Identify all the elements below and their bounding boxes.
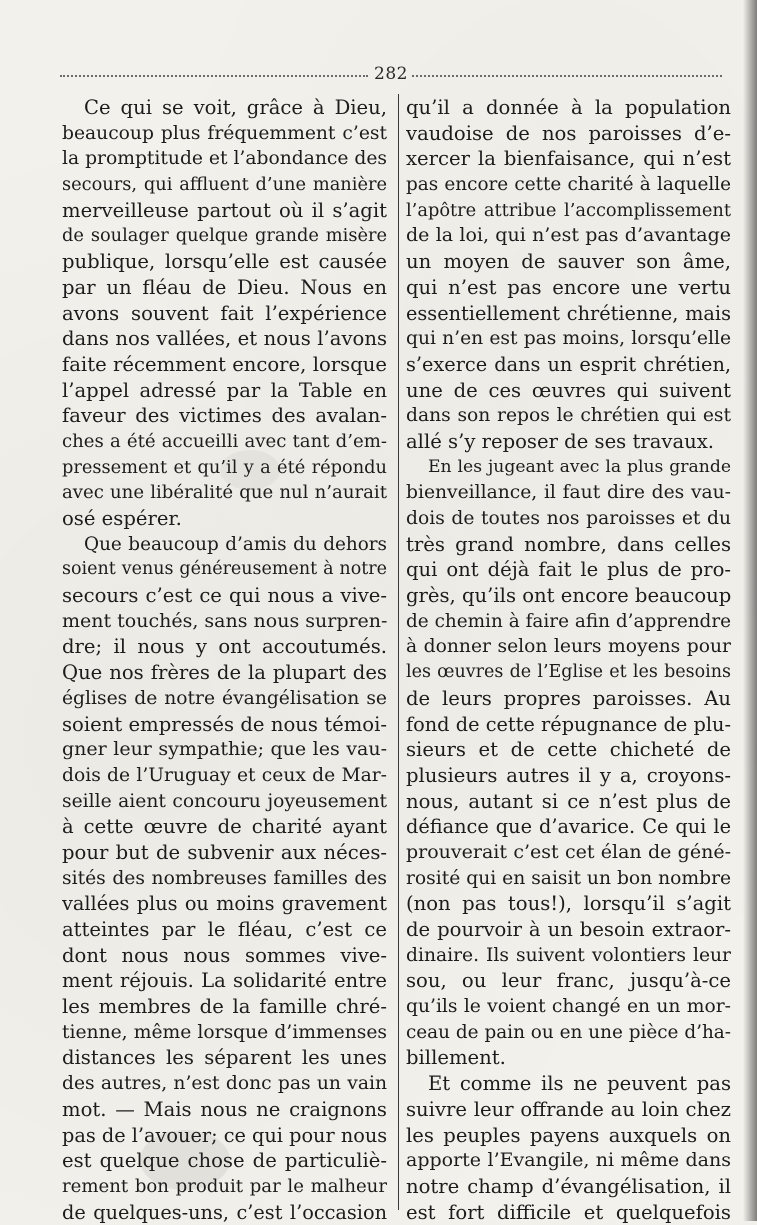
text-line: distances les séparent les unes	[62, 1046, 387, 1070]
text-line: mot. — Mais nous ne craignons	[62, 1097, 387, 1121]
text-line: soient empressés de nous témoi-	[62, 712, 387, 736]
text-line: En les jugeant avec la plus grande	[428, 456, 731, 477]
text-line: ches a été accueilli avec tant d’em-	[62, 430, 387, 452]
text-line: avons souvent fait l’expérience	[62, 301, 387, 325]
text-line: de chemin à faire afin d’apprendre	[406, 610, 731, 632]
text-line: l’appel adressé par la Table en	[62, 378, 387, 402]
text-line: les membres de la famille chré-	[62, 995, 387, 1019]
text-line: à donner selon leurs moyens pour	[406, 636, 731, 658]
text-line: sités des nombreuses familles des	[62, 867, 387, 889]
text-line: ceau de pain ou en une pièce d’ha-	[406, 1021, 731, 1043]
text-line: qui ont déjà fait le plus de pro-	[406, 558, 731, 582]
page-number: 282	[374, 64, 408, 84]
text-line: très grand nombre, dans celles	[406, 532, 731, 556]
header-rule-right	[412, 75, 722, 77]
text-line: de quelques-uns, c’est l’occasion	[62, 1200, 387, 1224]
text-line: dois de l’Uruguay et ceux de Mar-	[62, 764, 387, 786]
text-line: la promptitude et l’abondance des	[62, 148, 387, 170]
text-line: faveur des victimes des avalan-	[62, 404, 387, 428]
page-edge-shadow	[743, 0, 757, 1221]
text-line: Et comme ils ne peuvent pas	[428, 1072, 731, 1096]
text-line: des autres, n’est donc pas un vain	[62, 1073, 387, 1095]
header-rule-left	[60, 75, 368, 77]
text-line: sieurs et de cette chicheté de	[406, 738, 731, 762]
text-line: sou, ou leur franc, jusqu’à-ce	[406, 969, 731, 993]
text-line: est fort difficile et quelquefois	[406, 1200, 731, 1224]
text-line: par un fléau de Dieu. Nous en	[62, 275, 387, 299]
text-line: Que beaucoup d’amis du dehors	[84, 533, 387, 555]
text-line: une de ces œuvres qui suivent	[406, 378, 731, 402]
text-line: plusieurs autres il y a, croyons-	[406, 763, 731, 787]
text-line: merveilleuse partout où il s’agit	[62, 198, 387, 222]
text-line: seille aient concouru joyeusement	[62, 790, 387, 812]
text-line: à cette œuvre de charité ayant	[62, 815, 387, 839]
text-line: est quelque chose de particuliè-	[62, 1149, 387, 1173]
text-line: vaudoise de nos paroisses d’e-	[406, 121, 731, 145]
text-line: les œuvres de l’Eglise et les besoins	[406, 662, 731, 683]
text-line: apporte l’Evangile, ni même dans	[406, 1149, 731, 1172]
text-line: dre; il nous y ont accoutumés.	[62, 635, 387, 659]
text-line: églises de notre évangélisation se	[62, 687, 387, 709]
text-line: pressement et qu’il y a été répondu	[62, 456, 387, 478]
text-line: s’exerce dans un esprit chrétien,	[406, 352, 731, 376]
text-line: dois de toutes nos paroisses et du	[406, 508, 731, 529]
text-line: soient venus généreusement à notre	[62, 559, 387, 580]
text-line: dont nous nous sommes vive-	[62, 943, 387, 967]
text-line: Que nos frères de la plupart des	[62, 661, 387, 685]
text-line: publique, lorsqu’elle est causée	[62, 250, 387, 274]
text-line: pour but de subvenir aux néces-	[62, 840, 387, 864]
text-line: défiance que d’avarice. Ce qui le	[406, 815, 731, 839]
text-line: secours c’est ce qui nous a vive-	[62, 584, 387, 608]
text-line: qui n’en est pas moins, lorsqu’elle	[406, 328, 731, 350]
page-header	[60, 64, 722, 84]
text-line: fond de cette répugnance de plu-	[406, 712, 731, 736]
text-line: qu’ils le voient changé en un mor-	[406, 996, 731, 1018]
text-line: ment touchés, sans nous surpren-	[62, 609, 387, 632]
text-line: secours, qui affluent d’une manière	[62, 174, 387, 196]
text-line: qui n’est pas encore une vertu	[406, 275, 731, 299]
text-line: bienveillance, il faut dire des vau-	[406, 482, 731, 504]
text-line: pas encore cette charité à laquelle	[406, 174, 731, 196]
text-line: xercer la bienfaisance, qui n’est	[406, 147, 731, 171]
text-line: dinaire. Ils suivent volontiers leur	[406, 944, 731, 966]
text-line: de pourvoir à un besoin extraor-	[406, 918, 731, 941]
text-line: allé s’y reposer de ses travaux.	[406, 429, 715, 453]
text-line: essentiellement chrétienne, mais	[406, 301, 731, 325]
text-line: de leurs propres paroisses. Au	[406, 686, 731, 710]
text-line: suivre leur offrande au loin chez	[406, 1097, 731, 1121]
text-line: dans nos vallées, et nous l’avons	[62, 327, 387, 351]
text-line: nous, autant si ce n’est plus de	[406, 789, 731, 813]
text-line: vallées plus ou moins gravement	[62, 892, 387, 916]
left-column	[62, 95, 387, 1225]
text-line: de la loi, qui n’est pas d’avantage	[406, 224, 731, 247]
text-line: notre champ d’évangélisation, il	[406, 1174, 731, 1198]
text-line: beaucoup plus fréquemment c’est	[62, 122, 387, 144]
text-line: avec une libéralité que nul n’aurait	[62, 482, 387, 504]
text-line: (non pas tous!), lorsqu’il s’agit	[406, 892, 731, 916]
text-line: prouverait c’est cet élan de géné-	[406, 840, 731, 863]
text-line: billement.	[406, 1046, 506, 1070]
text-line: atteintes par le fléau, c’est ce	[62, 918, 387, 941]
text-line: l’apôtre attribue l’accomplissement	[406, 199, 731, 221]
text-line: Ce qui se voit, grâce à Dieu,	[84, 96, 387, 119]
text-line: faite récemment encore, lorsque	[62, 352, 387, 376]
text-line: gner leur sympathie; que les vau-	[62, 738, 387, 761]
text-line: pas de l’avouer; ce qui pour nous	[62, 1123, 387, 1147]
text-line: qu’il a donnée à la population	[406, 96, 731, 119]
text-line: un moyen de sauver son âme,	[406, 250, 731, 274]
column-divider	[398, 94, 399, 1210]
text-line: rosité qui en saisit un bon nombre	[406, 867, 731, 889]
text-line: de soulager quelque grande misère	[62, 225, 387, 247]
right-column	[406, 95, 731, 1225]
text-line: les peuples payens auxquels on	[406, 1123, 731, 1147]
text-line: rement bon produit par le malheur	[62, 1175, 387, 1197]
text-line: grès, qu’ils ont encore beaucoup	[406, 584, 731, 608]
text-line: osé espérer.	[62, 507, 182, 530]
text-line: ment réjouis. La solidarité entre	[62, 969, 387, 993]
text-line: tienne, même lorsque d’immenses	[62, 1021, 387, 1043]
text-line: dans son repos le chrétien qui est	[406, 405, 731, 427]
